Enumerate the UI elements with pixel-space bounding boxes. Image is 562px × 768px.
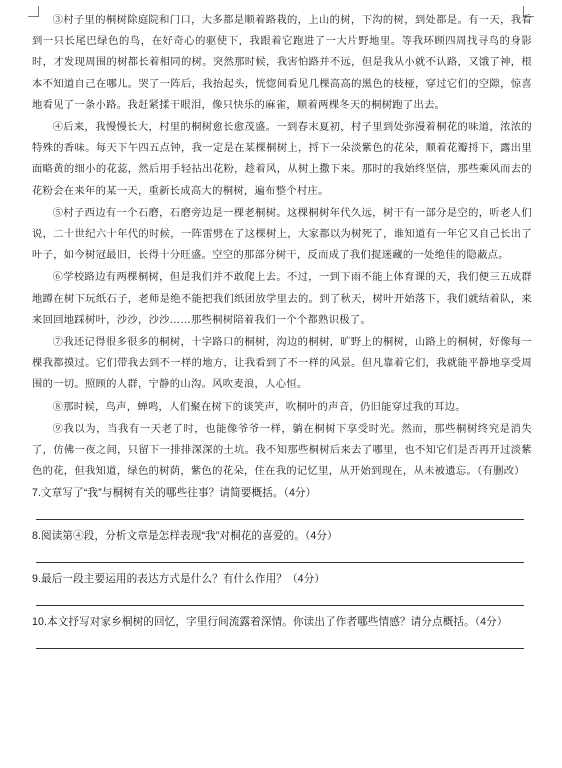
passage-paragraph-9: ⑨我以为，当我有一天老了时，也能像爷爷一样，躺在桐树下享受时光。然而，那些桐树终究是消失了，仿佛一夜之间，只留下一排排深深的土坑。我不知那些桐树后来去了哪里，也不知它们是否再开过淡紫色的花，但我知道，绿色的树荫，紫色的花朵，住在我的记忆里，从开始到现在，从未被遗忘。（有删改） [32,422,532,478]
passage-paragraph-6: ⑥学校路边有两棵桐树，但是我们并不敢爬上去。不过，一到下雨不能上体育课的天，我们便三五成群地蹲在树下玩纸石子，老师是绝不能把我们纸团放学里去的。到了秋天，树叶开始落下，我们就结着队，来来回回地踩树叶，沙沙，沙沙……那些桐树陪着我们一个个都熟识极了。 [32,271,532,326]
answer-line-7[interactable] [36,519,524,520]
answer-line-10[interactable] [36,648,524,649]
passage-paragraph-8: ⑧那时候，鸟声，蝉鸣，人们聚在树下的谈笑声，吹桐叶的声音，仍旧能穿过我的耳边。 [52,400,466,413]
exam-content [32,10,532,649]
question-10: 10.本文抒写对家乡桐树的回忆，字里行间流露着深情。你读出了作者哪些情感？请分点概括。（4分） [32,616,508,629]
answer-line-9[interactable] [36,605,524,606]
question-9: 9.最后一段主要运用的表达方式是什么？有什么作用？（4分） [32,573,326,586]
passage-paragraph-5: ⑤村子西边有一个石磨，石磨旁边是一棵老桐树。这棵桐树年代久远，树干有一部分是空的，听老人们说，二十世纪六十年代的时候，一阵雷劈在了这棵树上，大家都以为树死了，谁知道有一年它又自己长出了叶子，如今树冠最旧，长得十分旺盛。空空的那部分树干，反而成了我们捉迷藏的一处绝佳的隐蔽点。 [32,206,532,262]
passage-paragraph-4: ④后来，我慢慢长大，村里的桐树愈长愈茂盛。一到春末夏初，村子里到处弥漫着桐花的味道，浓浓的特殊的香味。每天下午四五点钟，我一定是在某棵桐树上，捋下一朵淡紫色的花朵，顺着花瓣捋下，露出里面略黄的细小的花蕊，然后用手轻拈出花粉，趁着风，从树上撒下来。那时的我始终坚信，那些乘风而去的花粉会在来年的某一天，重新长成高大的桐树，遍布整个村庄。 [32,121,532,197]
answer-line-8[interactable] [36,562,524,563]
question-7: 7.文章写了“我”与桐树有关的哪些往事？请简要概括。（4分） [32,487,317,500]
passage-paragraph-3: ③村子里的桐树除庭院和门口，大多都是顺着路栽的，上山的树，下沟的树，到处都是。有一天，我看到一只长尾巴绿色的鸟，在好奇心的驱使下，我跟着它跑进了一大片野地里。等我环顾四周找寻鸟的身影时，才发现周围的树都长着相同的树。突然那时候，我害怕路并不远，但是我从小就不认路，又饿了神，根本不知道自己在哪儿。哭了一阵后，我抬起头，恍惚间看见几棵高高的黑色的枝桠，穿过它们的空隙，惊喜地看见了一条小路。我赶紧揉干眼泪，像只快乐的麻雀，顺着两棵冬天的桐树跑了出去。 [32,14,532,111]
question-8: 8.阅读第④段，分析文章是怎样表现“我”对桐花的喜爱的。（4分） [32,530,338,543]
passage-paragraph-7: ⑦我还记得很多很多的桐树，十字路口的桐树，沟边的桐树，旷野上的桐树，山路上的桐树，好像每一棵我都摸过。它们带我去到不一样的地方，让我看到了不一样的风景。但凡靠着它们，我就能平静地享受周围的一切。照顾的人群，宁静的山沟。风吹麦浪，人心恒。 [32,336,532,391]
